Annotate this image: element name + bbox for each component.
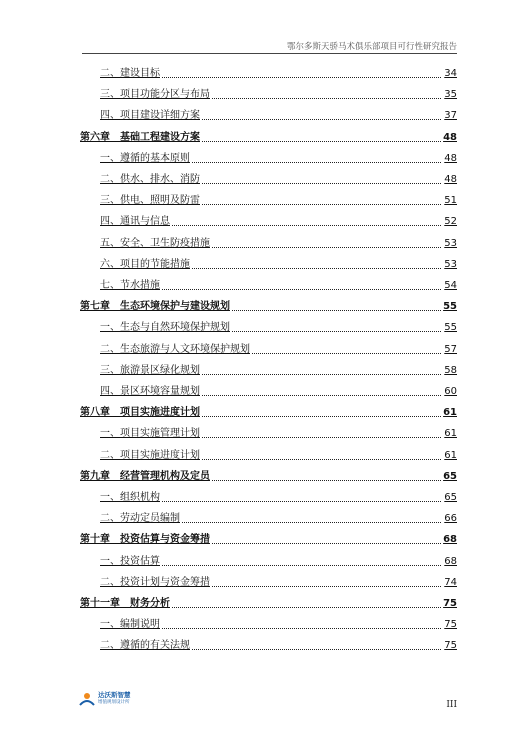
toc-entry-page: 60 <box>444 386 457 397</box>
toc-entry-title: 第六章 基础工程建设方案 <box>80 131 200 143</box>
toc-entry-title: 三、旅游景区绿化规划 <box>100 364 200 376</box>
toc-entry-title: 第十章 投资估算与资金筹措 <box>80 534 210 546</box>
toc-entry-title: 第九章 经营管理机构及定员 <box>80 470 210 482</box>
toc-dot-leader <box>162 565 441 566</box>
toc-entry-page: 58 <box>444 364 457 376</box>
toc-dot-leader <box>212 543 441 544</box>
toc-entry-page: 51 <box>444 195 457 207</box>
toc-entry-page: 53 <box>444 237 457 249</box>
toc-entry-page: 75 <box>444 619 457 631</box>
toc-entry-page: 53 <box>444 258 457 270</box>
toc-chapter-entry[interactable] <box>80 598 457 610</box>
toc-section-entry[interactable] <box>80 89 457 101</box>
logo-subtitle: 增值规划设计所 <box>98 700 130 705</box>
toc-dot-leader <box>232 331 441 332</box>
toc-entry-title: 四、项目建设详细方案 <box>100 110 200 122</box>
toc-entry-title: 五、安全、卫生防疫措施 <box>100 237 210 249</box>
toc-entry-page: 68 <box>443 534 457 546</box>
toc-entry-page: 35 <box>444 89 457 101</box>
toc-dot-leader <box>162 628 441 629</box>
toc-entry-title: 三、项目功能分区与布局 <box>100 89 210 101</box>
toc-entry-page: 74 <box>444 576 457 588</box>
toc-dot-leader <box>252 353 441 354</box>
toc-entry-title: 一、遵循的基本原则 <box>100 152 190 164</box>
toc-entry-title: 一、组织机构 <box>100 492 160 503</box>
toc-section-entry[interactable] <box>80 450 457 462</box>
toc-entry-title: 七、节水措施 <box>100 280 160 291</box>
logo-name: 达沃斯智慧 <box>98 691 131 699</box>
toc-entry-page: 65 <box>443 470 457 482</box>
toc-dot-leader <box>182 522 441 523</box>
toc-section-entry[interactable] <box>80 640 457 652</box>
toc-dot-leader <box>202 437 441 438</box>
toc-dot-leader <box>172 607 441 608</box>
toc-entry-page: 68 <box>444 555 457 567</box>
logo-mark-icon <box>79 692 95 706</box>
toc-entry-title: 四、景区环境容量规划 <box>100 386 200 397</box>
toc-entry-page: 52 <box>444 216 457 228</box>
toc-entry-page: 57 <box>444 343 457 355</box>
toc-dot-leader <box>162 501 441 502</box>
toc-section-entry[interactable] <box>80 577 457 589</box>
header-divider <box>82 53 457 54</box>
running-header-title: 鄂尔多斯天骄马术俱乐部项目可行性研究报告 <box>286 42 457 52</box>
toc-dot-leader <box>202 141 441 142</box>
page-number: III <box>446 700 457 710</box>
toc-dot-leader <box>202 183 441 184</box>
toc-dot-leader <box>212 247 441 248</box>
toc-entry-title: 二、项目实施进度计划 <box>100 449 200 461</box>
toc-entry-page: 48 <box>444 174 457 185</box>
toc-chapter-entry[interactable] <box>80 534 457 546</box>
toc-dot-leader <box>202 119 441 120</box>
toc-entry-title: 一、生态与自然环境保护规划 <box>100 322 230 334</box>
toc-dot-leader <box>212 480 441 481</box>
toc-dot-leader <box>232 310 441 311</box>
toc-entry-title: 第十一章 财务分析 <box>80 598 170 609</box>
toc-entry-title: 一、编制说明 <box>100 619 160 631</box>
toc-section-entry[interactable] <box>80 259 457 271</box>
toc-chapter-entry[interactable] <box>80 132 457 144</box>
toc-entry-page: 75 <box>443 598 457 609</box>
toc-entry-page: 66 <box>444 513 457 525</box>
toc-entry-title: 四、通讯与信息 <box>100 216 170 228</box>
toc-section-entry[interactable] <box>80 110 457 122</box>
toc-section-entry[interactable] <box>80 344 457 356</box>
toc-section-entry[interactable] <box>80 153 457 165</box>
toc-section-entry[interactable] <box>80 492 457 504</box>
toc-entry-page: 65 <box>444 492 457 503</box>
toc-section-entry[interactable] <box>80 280 457 292</box>
toc-dot-leader <box>192 268 441 269</box>
toc-section-entry[interactable] <box>80 386 457 398</box>
toc-dot-leader <box>192 162 441 163</box>
toc-dot-leader <box>202 459 441 460</box>
toc-dot-leader <box>192 649 441 650</box>
toc-section-entry[interactable] <box>80 68 457 80</box>
toc-dot-leader <box>202 416 441 417</box>
toc-entry-title: 二、生态旅游与人文环境保护规划 <box>100 343 250 355</box>
toc-entry-page: 75 <box>444 640 457 652</box>
toc-section-entry[interactable] <box>80 322 457 334</box>
toc-entry-title: 第七章 生态环境保护与建设规划 <box>80 301 230 313</box>
toc-entry-title: 二、投资计划与资金筹措 <box>100 576 210 588</box>
toc-entry-page: 61 <box>443 407 457 419</box>
toc-chapter-entry[interactable] <box>80 301 457 313</box>
footer-logo <box>79 692 131 706</box>
toc-dot-leader <box>202 395 441 396</box>
toc-section-entry[interactable] <box>80 428 457 440</box>
toc-entry-page: 61 <box>444 449 457 461</box>
toc-chapter-entry[interactable] <box>80 471 457 483</box>
toc-dot-leader <box>202 374 441 375</box>
toc-section-entry[interactable] <box>80 513 457 525</box>
toc-entry-title: 六、项目的节能措施 <box>100 258 190 270</box>
toc-entry-title: 二、供水、排水、消防 <box>100 174 200 185</box>
toc-entry-page: 55 <box>443 301 457 313</box>
toc-dot-leader <box>162 289 441 290</box>
toc-entry-page: 48 <box>443 131 457 143</box>
toc-entry-page: 34 <box>444 68 457 79</box>
toc-entry-title: 二、劳动定员编制 <box>100 513 180 525</box>
toc-section-entry[interactable] <box>80 238 457 250</box>
toc-dot-leader <box>172 225 441 226</box>
toc-entry-title: 三、供电、照明及防雷 <box>100 195 200 207</box>
toc-entry-title: 一、项目实施管理计划 <box>100 428 200 440</box>
toc-section-entry[interactable] <box>80 195 457 207</box>
toc-dot-leader <box>202 204 441 205</box>
toc-dot-leader <box>212 586 441 587</box>
toc-section-entry[interactable] <box>80 174 457 186</box>
toc-section-entry[interactable] <box>80 365 457 377</box>
toc-dot-leader <box>162 77 441 78</box>
toc-entry-title: 二、遵循的有关法规 <box>100 640 190 652</box>
toc-entry-page: 37 <box>444 110 457 122</box>
toc-section-entry[interactable] <box>80 556 457 568</box>
toc-entry-page: 48 <box>444 152 457 164</box>
toc-dot-leader <box>212 98 441 99</box>
toc-section-entry[interactable] <box>80 216 457 228</box>
toc-entry-title: 二、建设目标 <box>100 68 160 79</box>
toc-section-entry[interactable] <box>80 619 457 631</box>
toc-entry-title: 第八章 项目实施进度计划 <box>80 407 200 419</box>
toc-entry-page: 55 <box>444 322 457 334</box>
toc-chapter-entry[interactable] <box>80 407 457 419</box>
toc-entry-page: 54 <box>444 280 457 291</box>
toc-entry-page: 61 <box>444 428 457 440</box>
toc-entry-title: 一、投资估算 <box>100 555 160 567</box>
